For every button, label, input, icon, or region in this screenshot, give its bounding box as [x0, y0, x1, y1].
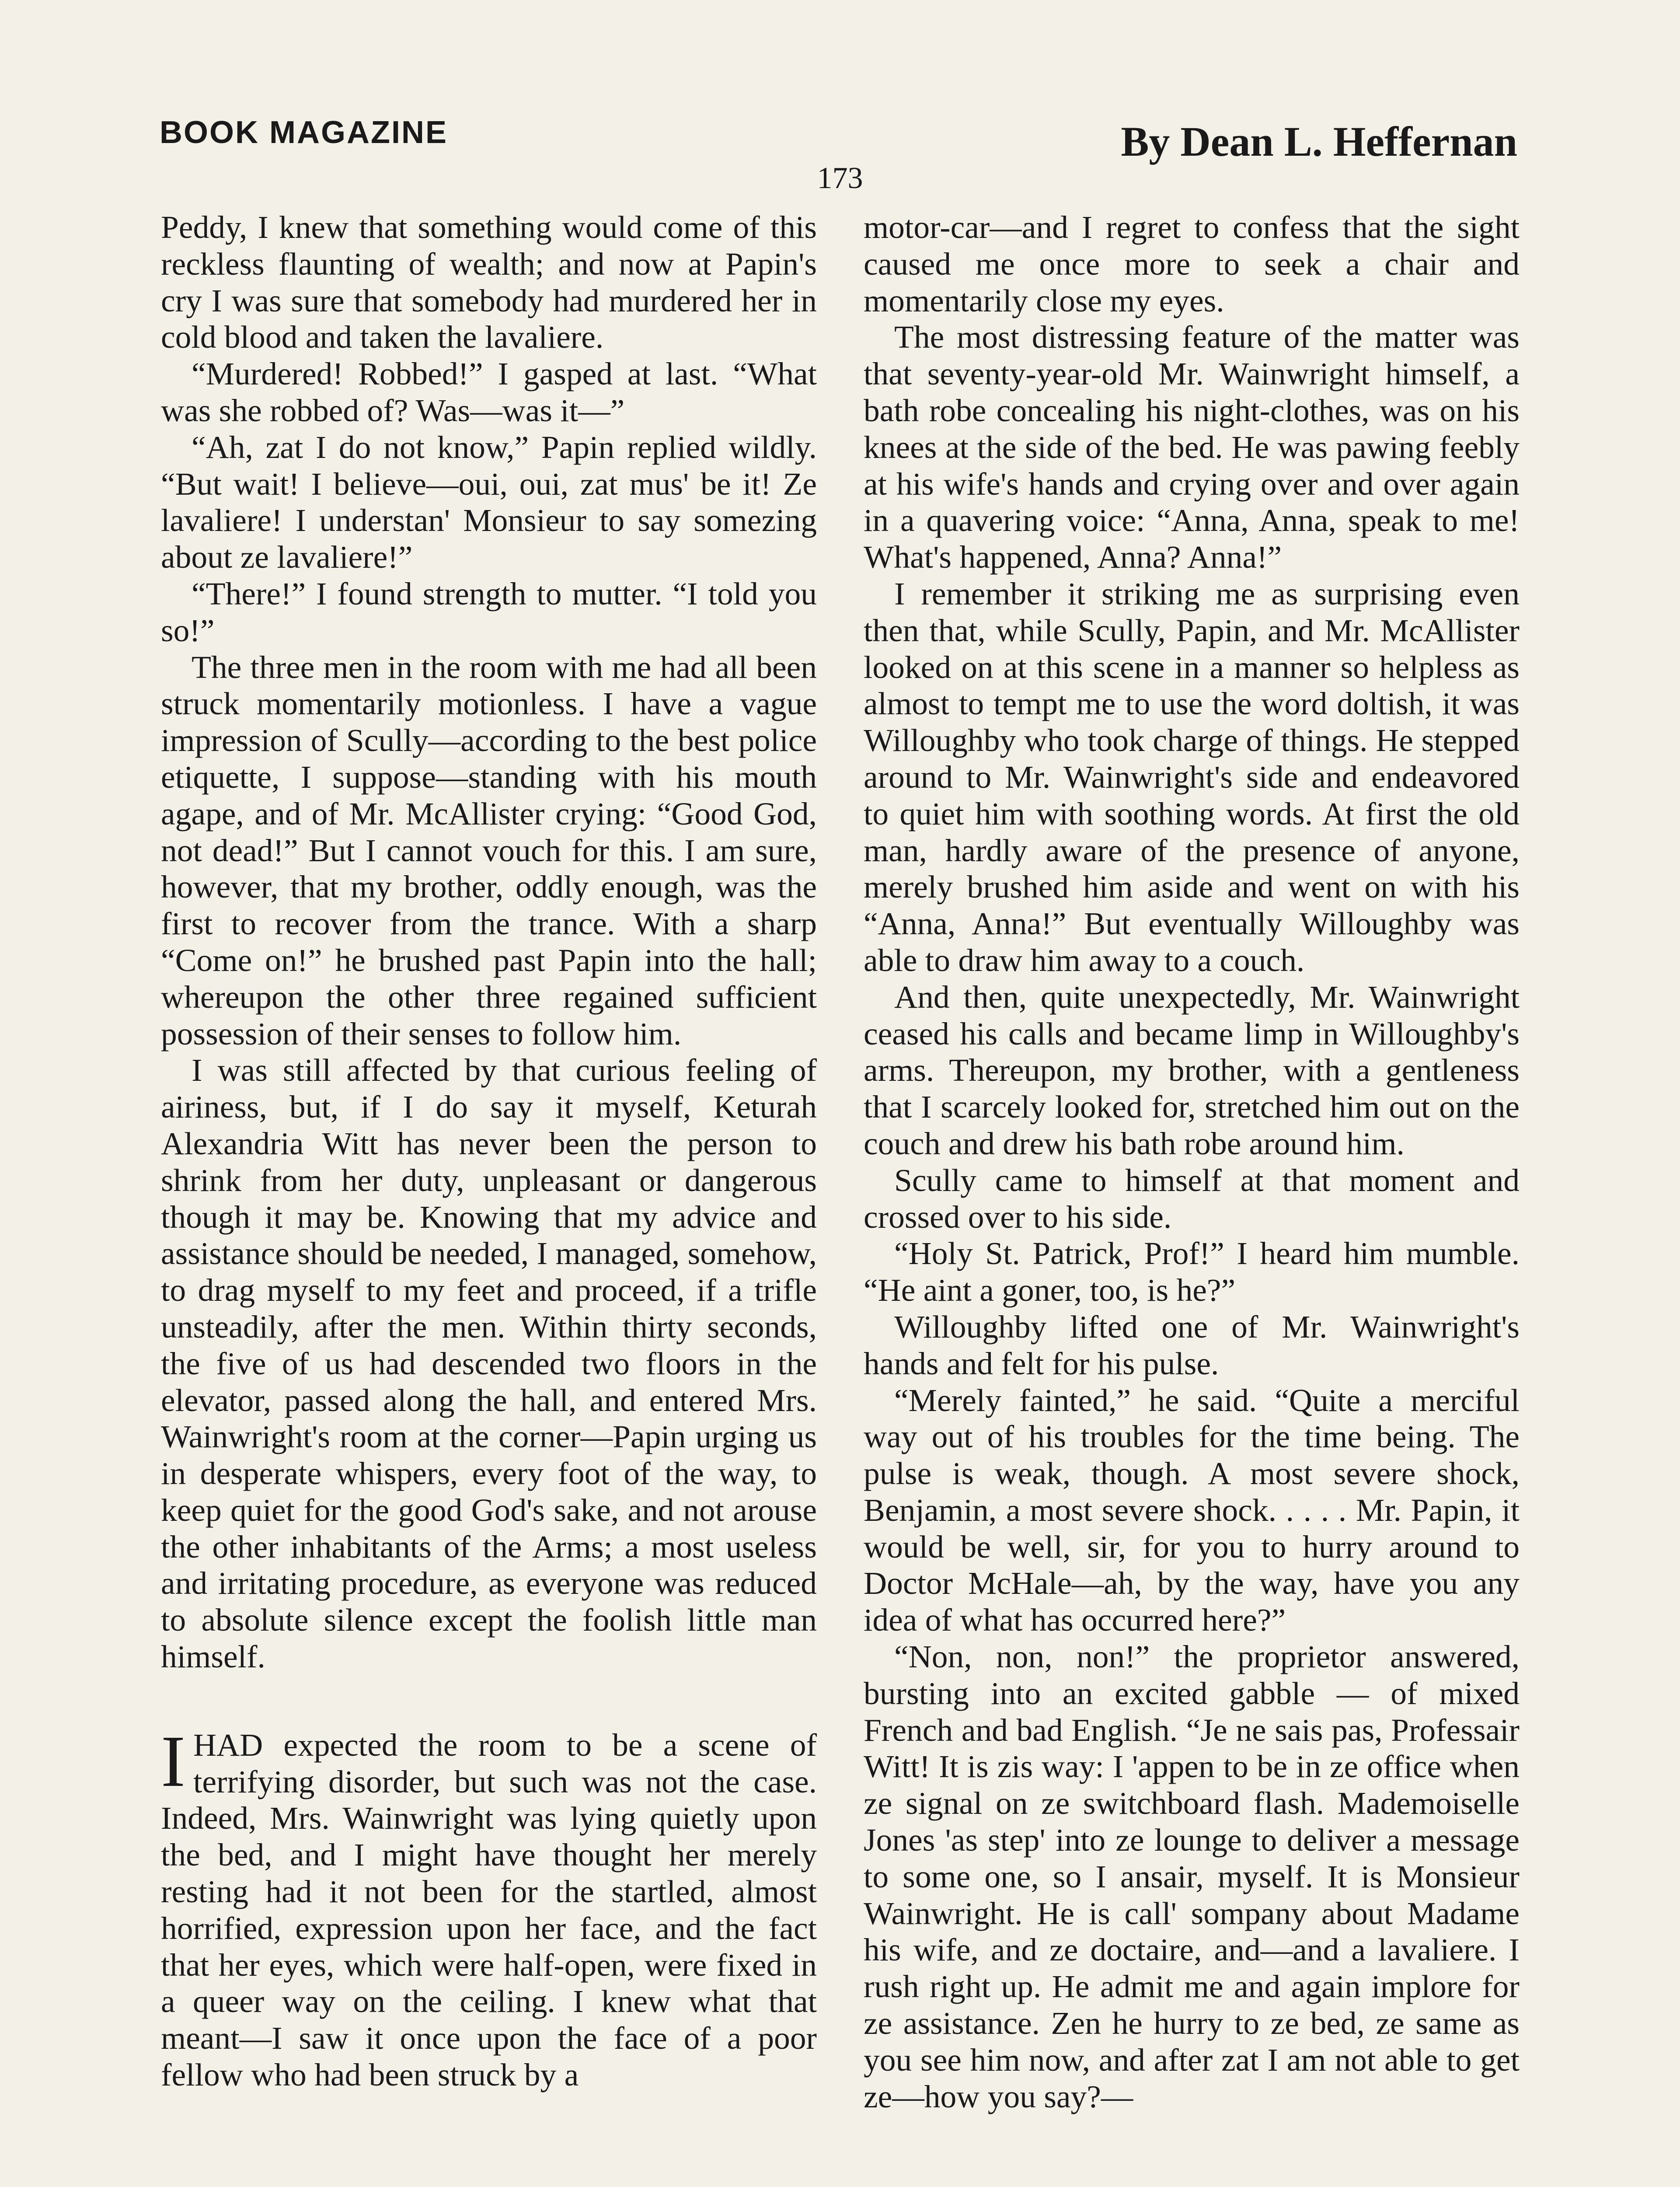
paragraph: Peddy, I knew that something would come of this reckless flaunting of wealth; and now at Papin's cry I was sure that somebody had murdered her in cold blood and taken the lavaliere.: [161, 210, 817, 355]
paragraph: Scully came to himself at that moment and crossed over to his side.: [864, 1162, 1520, 1235]
paragraph: “Non, non, non!” the proprietor answered, bursting into an excited gabble — of mixed French and bad English. “Je ne sais pas, Professair Witt! It is zis way: I 'appen to be in ze office when ze signal on ze switchboard flash. Mademoiselle Jones 'as step' into ze lounge to deliver a message to some one, so I ansair, myself. It is Monsieur Wainwright. He is call' sompany about Madame his wife, and ze doctaire, and—and a lavaliere. I rush right up. He admit me and again implore for ze assistance. Zen he hurry to ze bed, ze same as you see him now, and after zat I am not able to get ze—how you say?—: [864, 1639, 1520, 2114]
section-text: HAD expected the room to be a scene of terrifying disorder, but such was not the case. Indeed, Mrs. Wainwright was lying quietly upon the bed, and I might have thought her merely resting had it not been for the startled, almost horrified, expression upon her face, and the fact that her eyes, which were half-open, were fixed in a queer way on the ceiling. I knew what that meant—I saw it once upon the face of a poor fellow who had been struck by a: [161, 1727, 817, 2093]
paragraph: “There!” I found strength to mutter. “I told you so!”: [161, 576, 817, 648]
paragraph: “Holy St. Patrick, Prof!” I heard him mumble. “He aint a goner, too, is he?”: [864, 1236, 1520, 1308]
paragraph: I was still affected by that curious feeling of airiness, but, if I do say it myself, Keturah Alexandria Witt has never been the person to shrink from her duty, unpleasant or dangerous though it may be. Knowing that my advice and assistance should be needed, I managed, somehow, to drag myself to my feet and proceed, if a trifle unsteadily, after the men. Within thirty seconds, the five of us had descended two floors in the elevator, passed along the hall, and entered Mrs. Wainwright's room at the corner—Papin urging us in desperate whispers, every foot of the way, to keep quiet for the good God's sake, and not arouse the other inhabitants of the Arms; a most useless and irritating procedure, as everyone was reduced to absolute silence except the foolish little man himself.: [161, 1052, 817, 1675]
author-byline: By Dean L. Heffernan: [1121, 118, 1517, 165]
paragraph: motor-car—and I regret to confess that the sight caused me once more to seek a chair and momentarily close my eyes.: [864, 210, 1520, 318]
paragraph: The most distressing feature of the matter was that seventy-year-old Mr. Wainwright himself, a bath robe concealing his night-clothes, was on his knees at the side of the bed. He was pawing feebly at his wife's hands and crying over and over again in a quavering voice: “Anna, Anna, speak to me! What's happened, Anna? Anna!”: [864, 319, 1520, 575]
paragraph: Willoughby lifted one of Mr. Wainwright's hands and felt for his pulse.: [864, 1309, 1520, 1381]
paragraph: “Murdered! Robbed!” I gasped at last. “What was she robbed of? Was—was it—”: [161, 356, 817, 428]
magazine-title: BOOK MAGAZINE: [160, 115, 448, 150]
drop-cap: I: [161, 1720, 185, 1802]
right-column: [864, 209, 1520, 2115]
paragraph: “Ah, zat I do not know,” Papin replied wildly. “But wait! I believe—oui, oui, zat mus' be it! Ze lavaliere! I understan' Monsieur to say somezing about ze lavaliere!”: [161, 429, 817, 575]
page-number: 173: [817, 161, 863, 195]
paragraph: “Merely fainted,” he said. “Quite a merciful way out of his troubles for the time being. The pulse is weak, though. A most severe shock, Benjamin, a most severe shock. . . . . Mr. Papin, it would be well, sir, for you to hurry around to Doctor McHale—ah, by the way, have you any idea of what has occurred here?”: [864, 1382, 1520, 1638]
paragraph: I remember it striking me as surprising even then that, while Scully, Papin, and Mr. McAllister looked on at this scene in a manner so helpless as almost to tempt me to use the word doltish, it was Willoughby who took charge of things. He stepped around to Mr. Wainwright's side and endeavored to quiet him with soothing words. At first the old man, hardly aware of the presence of anyone, merely brushed him aside and went on with his “Anna, Anna!” But eventually Willoughby was able to draw him away to a couch.: [864, 576, 1520, 978]
paragraph: And then, quite unexpectedly, Mr. Wainwright ceased his calls and became limp in Willoughby's arms. Thereupon, my brother, with a gentleness that I scarcely looked for, stretched him out on the couch and drew his bath robe around him.: [864, 979, 1520, 1161]
section-paragraph: [161, 1720, 817, 2093]
left-column: [161, 209, 817, 2093]
paragraph: The three men in the room with me had all been struck momentarily motionless. I have a vague impression of Scully—according to the best police etiquette, I suppose—standing with his mouth agape, and of Mr. McAllister crying: “Good God, not dead!” But I cannot vouch for this. I am sure, however, that my brother, oddly enough, was the first to recover from the trance. With a sharp “Come on!” he brushed past Papin into the hall; whereupon the other three regained sufficient possession of their senses to follow him.: [161, 649, 817, 1052]
